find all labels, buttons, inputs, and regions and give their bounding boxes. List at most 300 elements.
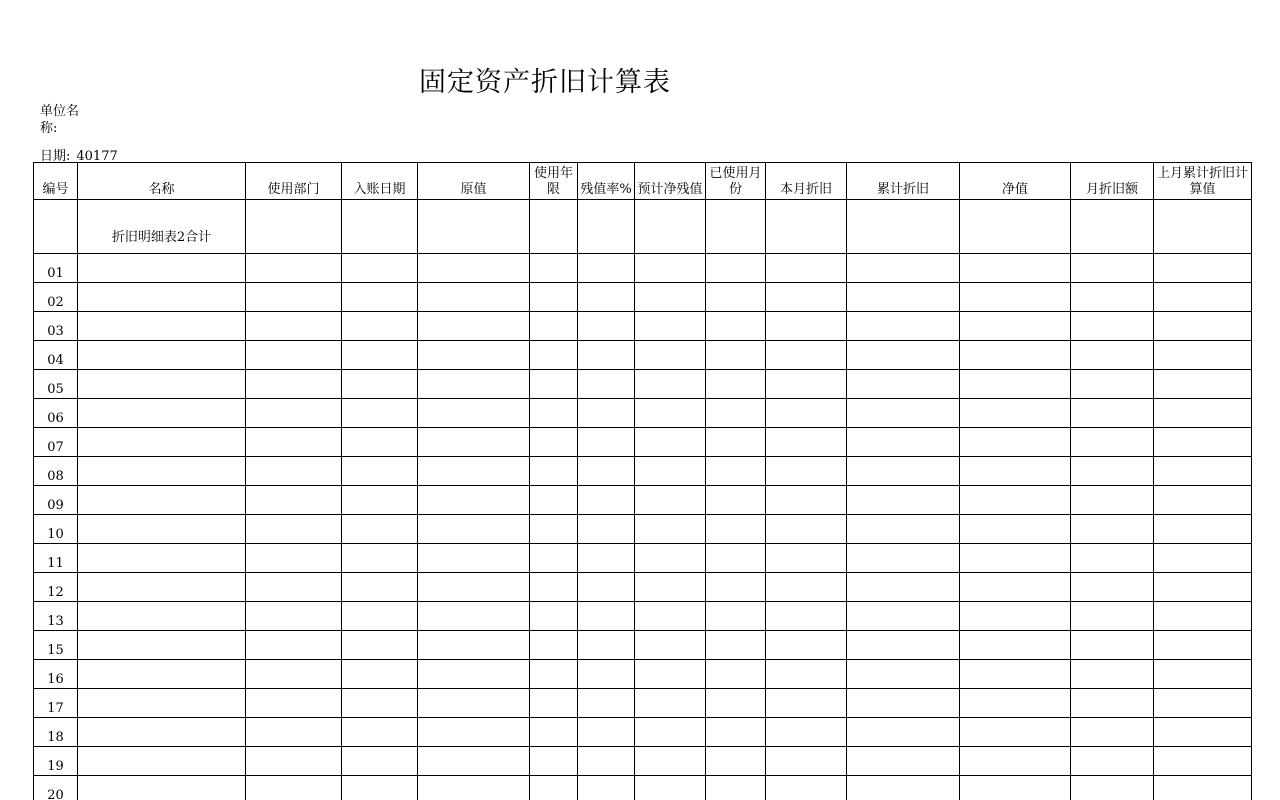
table-cell[interactable] xyxy=(246,660,342,689)
header-department[interactable]: 使用部门 xyxy=(246,163,342,200)
table-cell[interactable] xyxy=(578,573,635,602)
table-cell[interactable] xyxy=(635,544,706,573)
table-cell[interactable] xyxy=(578,515,635,544)
table-cell[interactable] xyxy=(530,689,578,718)
table-cell[interactable] xyxy=(530,341,578,370)
table-cell[interactable] xyxy=(706,689,766,718)
table-cell[interactable] xyxy=(246,573,342,602)
header-service-life[interactable]: 使用年限 xyxy=(530,163,578,200)
table-cell[interactable] xyxy=(418,776,530,800)
table-cell[interactable] xyxy=(246,457,342,486)
table-cell[interactable] xyxy=(578,341,635,370)
row-number[interactable]: 16 xyxy=(34,660,78,689)
table-cell[interactable] xyxy=(635,660,706,689)
table-cell[interactable] xyxy=(706,515,766,544)
table-cell[interactable] xyxy=(1071,312,1154,341)
table-cell[interactable] xyxy=(635,631,706,660)
table-cell[interactable] xyxy=(1154,200,1252,254)
table-cell[interactable] xyxy=(530,486,578,515)
table-cell[interactable] xyxy=(418,718,530,747)
table-cell[interactable] xyxy=(1154,370,1252,399)
table-cell[interactable] xyxy=(342,200,418,254)
header-month-depreciation[interactable]: 本月折旧 xyxy=(766,163,847,200)
table-cell[interactable] xyxy=(78,341,246,370)
table-cell[interactable] xyxy=(766,283,847,312)
table-cell[interactable] xyxy=(960,457,1071,486)
table-cell[interactable] xyxy=(342,747,418,776)
table-cell[interactable] xyxy=(578,312,635,341)
table-cell[interactable] xyxy=(246,283,342,312)
table-cell[interactable] xyxy=(78,370,246,399)
table-cell[interactable] xyxy=(1154,341,1252,370)
table-cell[interactable] xyxy=(847,544,960,573)
table-cell[interactable] xyxy=(706,370,766,399)
table-cell[interactable] xyxy=(847,718,960,747)
table-cell[interactable] xyxy=(847,370,960,399)
table-cell[interactable] xyxy=(1154,631,1252,660)
table-cell[interactable] xyxy=(418,486,530,515)
table-cell[interactable] xyxy=(766,747,847,776)
row-number[interactable]: 18 xyxy=(34,718,78,747)
table-cell[interactable] xyxy=(847,631,960,660)
table-cell[interactable] xyxy=(635,370,706,399)
table-cell[interactable] xyxy=(418,747,530,776)
table-cell[interactable] xyxy=(530,602,578,631)
table-cell[interactable] xyxy=(706,254,766,283)
table-cell[interactable] xyxy=(960,254,1071,283)
table-cell[interactable] xyxy=(1154,254,1252,283)
row-number[interactable]: 12 xyxy=(34,573,78,602)
table-cell[interactable] xyxy=(847,254,960,283)
table-cell[interactable] xyxy=(342,660,418,689)
table-cell[interactable] xyxy=(766,689,847,718)
table-cell[interactable] xyxy=(78,631,246,660)
table-cell[interactable] xyxy=(960,428,1071,457)
table-row xyxy=(34,602,1252,631)
table-cell[interactable] xyxy=(635,776,706,800)
table-cell[interactable] xyxy=(960,776,1071,800)
table-cell[interactable] xyxy=(246,399,342,428)
row-number[interactable]: 15 xyxy=(34,631,78,660)
table-cell[interactable] xyxy=(342,573,418,602)
table-cell[interactable] xyxy=(578,283,635,312)
table-cell[interactable] xyxy=(530,283,578,312)
table-cell[interactable] xyxy=(766,341,847,370)
table-cell[interactable] xyxy=(1154,457,1252,486)
table-cell[interactable] xyxy=(530,200,578,254)
row-number[interactable]: 13 xyxy=(34,602,78,631)
table-cell[interactable] xyxy=(1154,718,1252,747)
table-cell[interactable] xyxy=(530,631,578,660)
table-cell[interactable] xyxy=(635,689,706,718)
table-cell[interactable] xyxy=(1071,631,1154,660)
table-cell[interactable] xyxy=(1071,776,1154,800)
table-cell[interactable] xyxy=(342,399,418,428)
table-cell[interactable] xyxy=(530,370,578,399)
table-cell[interactable] xyxy=(766,776,847,800)
table-cell[interactable] xyxy=(706,747,766,776)
table-cell[interactable] xyxy=(960,544,1071,573)
table-cell[interactable] xyxy=(78,776,246,800)
table-cell[interactable] xyxy=(766,200,847,254)
table-cell[interactable] xyxy=(418,283,530,312)
header-monthly-amount[interactable]: 月折旧额 xyxy=(1071,163,1154,200)
table-cell[interactable] xyxy=(960,399,1071,428)
table-row xyxy=(34,341,1252,370)
table-cell[interactable] xyxy=(1071,544,1154,573)
table-cell[interactable] xyxy=(342,254,418,283)
table-cell[interactable] xyxy=(530,747,578,776)
table-cell[interactable] xyxy=(1154,747,1252,776)
table-cell[interactable] xyxy=(847,399,960,428)
table-cell[interactable] xyxy=(766,602,847,631)
table-cell[interactable] xyxy=(342,370,418,399)
table-cell[interactable] xyxy=(960,631,1071,660)
table-cell[interactable] xyxy=(960,718,1071,747)
table-cell[interactable] xyxy=(635,457,706,486)
table-cell[interactable] xyxy=(78,573,246,602)
table-cell[interactable] xyxy=(960,312,1071,341)
table-cell[interactable] xyxy=(246,370,342,399)
table-cell[interactable] xyxy=(706,312,766,341)
table-cell[interactable] xyxy=(766,428,847,457)
table-cell[interactable] xyxy=(1071,660,1154,689)
table-cell[interactable] xyxy=(960,486,1071,515)
table-cell[interactable] xyxy=(706,660,766,689)
table-cell[interactable] xyxy=(1071,602,1154,631)
table-cell[interactable] xyxy=(78,660,246,689)
table-cell[interactable] xyxy=(635,718,706,747)
table-cell[interactable] xyxy=(706,776,766,800)
table-cell[interactable] xyxy=(342,544,418,573)
table-cell[interactable] xyxy=(578,370,635,399)
row-number[interactable]: 05 xyxy=(34,370,78,399)
table-cell[interactable] xyxy=(766,631,847,660)
table-cell[interactable] xyxy=(1071,486,1154,515)
table-cell[interactable] xyxy=(960,602,1071,631)
table-cell[interactable] xyxy=(418,370,530,399)
table-cell[interactable] xyxy=(635,515,706,544)
row-number[interactable]: 07 xyxy=(34,428,78,457)
table-cell[interactable] xyxy=(78,689,246,718)
table-cell[interactable] xyxy=(1071,200,1154,254)
table-cell[interactable] xyxy=(847,776,960,800)
table-cell[interactable] xyxy=(530,515,578,544)
table-cell[interactable] xyxy=(342,631,418,660)
table-cell[interactable] xyxy=(78,312,246,341)
table-cell[interactable] xyxy=(342,457,418,486)
table-cell[interactable] xyxy=(960,573,1071,602)
table-cell[interactable] xyxy=(847,486,960,515)
table-cell[interactable] xyxy=(1071,747,1154,776)
table-cell[interactable] xyxy=(418,200,530,254)
table-cell[interactable] xyxy=(1154,486,1252,515)
table-cell[interactable] xyxy=(342,283,418,312)
table-cell[interactable] xyxy=(706,200,766,254)
table-cell[interactable] xyxy=(418,689,530,718)
header-used-months[interactable]: 已使用月份 xyxy=(706,163,766,200)
table-cell[interactable] xyxy=(78,747,246,776)
table-cell[interactable] xyxy=(706,399,766,428)
table-cell[interactable] xyxy=(1071,254,1154,283)
table-cell[interactable] xyxy=(1154,660,1252,689)
table-cell[interactable] xyxy=(1071,457,1154,486)
table-cell[interactable] xyxy=(706,718,766,747)
table-cell[interactable] xyxy=(342,341,418,370)
table-cell[interactable] xyxy=(530,718,578,747)
table-cell[interactable] xyxy=(578,602,635,631)
table-cell[interactable] xyxy=(1071,283,1154,312)
table-cell[interactable] xyxy=(578,254,635,283)
table-cell[interactable] xyxy=(418,660,530,689)
table-cell[interactable] xyxy=(578,718,635,747)
table-cell[interactable] xyxy=(78,457,246,486)
table-cell[interactable] xyxy=(635,428,706,457)
row-number[interactable]: 04 xyxy=(34,341,78,370)
table-cell[interactable] xyxy=(578,399,635,428)
table-cell[interactable] xyxy=(766,515,847,544)
table-cell[interactable] xyxy=(847,457,960,486)
table-cell[interactable] xyxy=(530,457,578,486)
row-number[interactable]: 01 xyxy=(34,254,78,283)
table-cell[interactable] xyxy=(246,776,342,800)
row-number[interactable]: 02 xyxy=(34,283,78,312)
header-net-value[interactable]: 净值 xyxy=(960,163,1071,200)
table-cell[interactable] xyxy=(246,341,342,370)
table-cell[interactable] xyxy=(342,486,418,515)
table-cell[interactable] xyxy=(418,457,530,486)
table-cell[interactable] xyxy=(246,486,342,515)
table-cell[interactable] xyxy=(766,399,847,428)
table-cell[interactable] xyxy=(246,312,342,341)
table-cell[interactable] xyxy=(1154,428,1252,457)
row-number[interactable]: 09 xyxy=(34,486,78,515)
table-cell[interactable] xyxy=(847,428,960,457)
table-cell[interactable] xyxy=(706,573,766,602)
table-cell[interactable] xyxy=(342,718,418,747)
table-cell[interactable] xyxy=(418,428,530,457)
header-previous-accumulated[interactable]: 上月累计折旧计算值 xyxy=(1154,163,1252,200)
table-cell[interactable] xyxy=(418,602,530,631)
table-cell[interactable] xyxy=(960,341,1071,370)
table-cell[interactable] xyxy=(766,718,847,747)
table-cell[interactable] xyxy=(578,776,635,800)
table-cell[interactable] xyxy=(78,486,246,515)
table-cell[interactable] xyxy=(706,283,766,312)
header-net-residual[interactable]: 预计净残值 xyxy=(635,163,706,200)
table-cell[interactable] xyxy=(342,776,418,800)
table-cell[interactable] xyxy=(530,399,578,428)
row-number[interactable]: 19 xyxy=(34,747,78,776)
table-cell[interactable] xyxy=(418,573,530,602)
table-cell[interactable] xyxy=(1071,718,1154,747)
table-cell[interactable] xyxy=(1071,689,1154,718)
table-cell[interactable] xyxy=(1154,689,1252,718)
table-cell[interactable] xyxy=(530,544,578,573)
table-cell[interactable] xyxy=(530,573,578,602)
table-cell[interactable] xyxy=(1154,573,1252,602)
header-accumulated-depreciation[interactable]: 累计折旧 xyxy=(847,163,960,200)
table-row xyxy=(34,515,1252,544)
table-cell[interactable] xyxy=(342,312,418,341)
row-number[interactable]: 06 xyxy=(34,399,78,428)
table-cell[interactable] xyxy=(578,457,635,486)
row-number[interactable]: 11 xyxy=(34,544,78,573)
table-cell[interactable] xyxy=(766,660,847,689)
table-cell[interactable] xyxy=(766,486,847,515)
table-cell[interactable] xyxy=(418,544,530,573)
table-cell[interactable] xyxy=(246,544,342,573)
table-cell[interactable] xyxy=(246,254,342,283)
table-cell[interactable] xyxy=(847,515,960,544)
table-cell[interactable] xyxy=(706,457,766,486)
table-cell[interactable] xyxy=(766,312,847,341)
table-cell[interactable] xyxy=(1071,399,1154,428)
table-cell[interactable] xyxy=(1071,428,1154,457)
table-cell[interactable] xyxy=(1154,283,1252,312)
table-cell[interactable] xyxy=(530,776,578,800)
header-no[interactable]: 编号 xyxy=(34,163,78,200)
table-cell[interactable] xyxy=(530,254,578,283)
row-number[interactable]: 20 xyxy=(34,776,78,800)
table-cell[interactable] xyxy=(847,747,960,776)
table-cell[interactable] xyxy=(847,283,960,312)
table-cell[interactable] xyxy=(847,689,960,718)
table-cell[interactable] xyxy=(960,747,1071,776)
table-cell[interactable] xyxy=(578,486,635,515)
table-cell[interactable] xyxy=(418,312,530,341)
table-cell[interactable] xyxy=(847,341,960,370)
table-cell[interactable] xyxy=(1071,341,1154,370)
table-cell[interactable] xyxy=(530,312,578,341)
table-cell[interactable] xyxy=(418,254,530,283)
table-cell[interactable] xyxy=(960,689,1071,718)
table-cell[interactable] xyxy=(578,200,635,254)
table-cell[interactable] xyxy=(578,689,635,718)
table-cell[interactable] xyxy=(635,283,706,312)
table-cell[interactable] xyxy=(78,544,246,573)
table-cell[interactable] xyxy=(847,573,960,602)
table-cell[interactable] xyxy=(635,486,706,515)
table-cell[interactable] xyxy=(578,631,635,660)
table-cell[interactable] xyxy=(706,544,766,573)
table-cell[interactable] xyxy=(342,515,418,544)
table-cell[interactable] xyxy=(1154,515,1252,544)
summary-row xyxy=(34,200,1252,254)
table-cell[interactable] xyxy=(1071,515,1154,544)
table-cell[interactable] xyxy=(960,660,1071,689)
table-cell[interactable] xyxy=(78,515,246,544)
table-cell[interactable] xyxy=(635,341,706,370)
table-cell[interactable] xyxy=(34,200,78,254)
table-cell[interactable] xyxy=(530,428,578,457)
table-cell[interactable] xyxy=(418,515,530,544)
table-cell[interactable] xyxy=(635,254,706,283)
header-name[interactable]: 名称 xyxy=(78,163,246,200)
table-cell[interactable] xyxy=(635,200,706,254)
table-cell[interactable] xyxy=(246,515,342,544)
table-cell[interactable] xyxy=(246,602,342,631)
table-cell[interactable] xyxy=(246,631,342,660)
table-cell[interactable] xyxy=(766,457,847,486)
table-cell[interactable] xyxy=(766,573,847,602)
table-cell[interactable] xyxy=(246,689,342,718)
header-original-value[interactable]: 原值 xyxy=(418,163,530,200)
table-cell[interactable] xyxy=(78,283,246,312)
table-cell[interactable] xyxy=(78,254,246,283)
table-cell[interactable] xyxy=(246,747,342,776)
table-cell[interactable] xyxy=(1154,312,1252,341)
table-cell[interactable] xyxy=(246,200,342,254)
table-cell[interactable] xyxy=(766,254,847,283)
table-cell[interactable] xyxy=(78,428,246,457)
row-number[interactable]: 08 xyxy=(34,457,78,486)
header-residual-rate[interactable]: 残值率% xyxy=(578,163,635,200)
table-cell[interactable] xyxy=(635,747,706,776)
table-cell[interactable] xyxy=(706,602,766,631)
table-cell[interactable] xyxy=(78,602,246,631)
table-cell[interactable] xyxy=(635,399,706,428)
table-cell[interactable] xyxy=(246,718,342,747)
table-cell[interactable] xyxy=(847,602,960,631)
table-cell[interactable] xyxy=(78,718,246,747)
table-cell[interactable] xyxy=(635,312,706,341)
table-cell[interactable] xyxy=(706,341,766,370)
table-cell[interactable] xyxy=(1154,544,1252,573)
table-cell[interactable] xyxy=(342,428,418,457)
table-cell[interactable] xyxy=(635,573,706,602)
table-cell[interactable] xyxy=(960,200,1071,254)
table-cell[interactable] xyxy=(246,428,342,457)
table-cell[interactable] xyxy=(635,602,706,631)
table-cell[interactable] xyxy=(578,544,635,573)
table-cell[interactable] xyxy=(578,660,635,689)
table-cell[interactable] xyxy=(960,283,1071,312)
table-cell[interactable] xyxy=(342,689,418,718)
row-number[interactable]: 10 xyxy=(34,515,78,544)
table-cell[interactable] xyxy=(578,428,635,457)
table-cell[interactable] xyxy=(342,602,418,631)
table-cell[interactable] xyxy=(706,486,766,515)
table-cell[interactable] xyxy=(960,370,1071,399)
table-cell[interactable] xyxy=(766,370,847,399)
table-cell[interactable] xyxy=(578,747,635,776)
table-cell[interactable] xyxy=(847,660,960,689)
summary-label[interactable]: 折旧明细表2合计 xyxy=(78,200,246,254)
table-cell[interactable] xyxy=(847,312,960,341)
table-cell[interactable] xyxy=(418,631,530,660)
table-cell[interactable] xyxy=(960,515,1071,544)
table-cell[interactable] xyxy=(418,341,530,370)
table-cell[interactable] xyxy=(766,544,847,573)
table-cell[interactable] xyxy=(418,399,530,428)
table-cell[interactable] xyxy=(1154,399,1252,428)
table-cell[interactable] xyxy=(1154,602,1252,631)
table-cell[interactable] xyxy=(706,428,766,457)
table-cell[interactable] xyxy=(1071,370,1154,399)
header-entry-date[interactable]: 入账日期 xyxy=(342,163,418,200)
row-number[interactable]: 17 xyxy=(34,689,78,718)
date-value[interactable]: 40177 xyxy=(76,149,118,164)
table-row xyxy=(34,486,1252,515)
table-cell[interactable] xyxy=(706,631,766,660)
row-number[interactable]: 03 xyxy=(34,312,78,341)
table-cell[interactable] xyxy=(1154,776,1252,800)
table-cell[interactable] xyxy=(1071,573,1154,602)
table-cell[interactable] xyxy=(847,200,960,254)
table-cell[interactable] xyxy=(530,660,578,689)
table-cell[interactable] xyxy=(78,399,246,428)
